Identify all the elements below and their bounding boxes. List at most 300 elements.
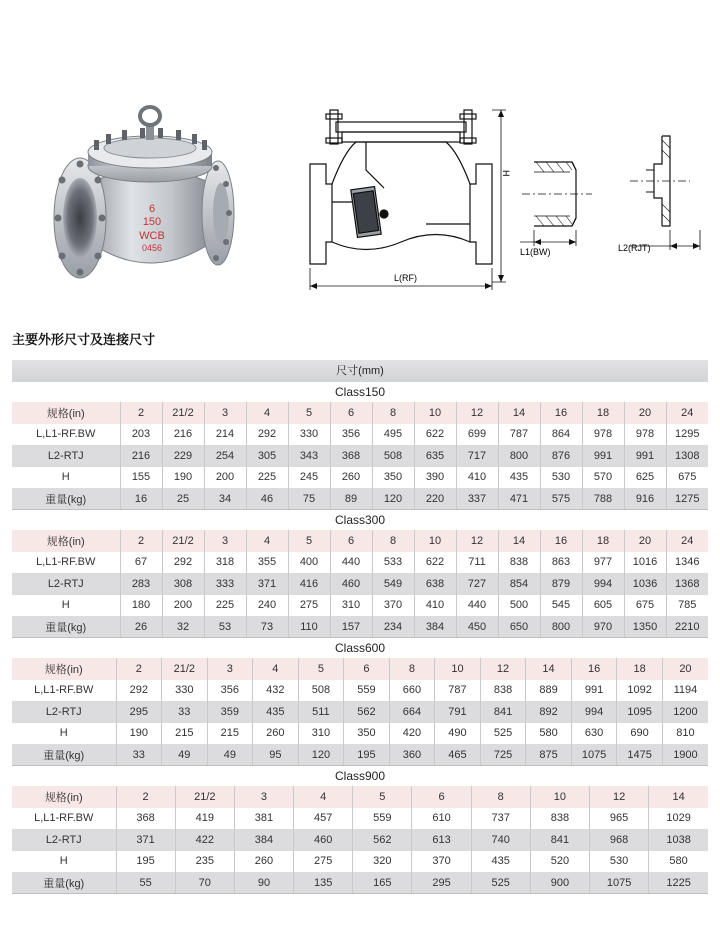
length-rtj-row	[12, 701, 708, 723]
table-cell: 1194	[662, 680, 708, 702]
table-cell: 1038	[649, 829, 708, 851]
table-cell: 5	[298, 658, 344, 680]
table-cell: 260	[234, 851, 293, 873]
table-cell: 994	[571, 701, 617, 723]
table-cell: 740	[471, 829, 530, 851]
table-cell: 1275	[666, 488, 708, 510]
table-cell: 320	[353, 851, 412, 873]
row-label: 重量(kg)	[12, 616, 120, 638]
table-cell: 370	[412, 851, 471, 873]
table-cell: 24	[666, 530, 708, 552]
table-cell: 292	[116, 680, 162, 702]
row-label: 规格(in)	[12, 658, 116, 680]
table-cell: 203	[120, 424, 162, 446]
table-cell: 165	[353, 872, 412, 894]
table-cell: 533	[372, 552, 414, 574]
table-cell: 33	[162, 701, 208, 723]
table-cell: 318	[204, 552, 246, 574]
table-cell: 350	[344, 723, 390, 745]
size-row	[12, 658, 708, 680]
table-cell: 260	[330, 467, 372, 489]
table-cell: 6	[344, 658, 390, 680]
table-cell: 8	[372, 402, 414, 424]
table-cell: 333	[204, 573, 246, 595]
table-cell: 14	[649, 786, 708, 808]
table-cell: 6	[330, 530, 372, 552]
table-cell: 6	[412, 786, 471, 808]
table-cell: 435	[253, 701, 299, 723]
table-cell: 416	[288, 573, 330, 595]
table-cell: 310	[298, 723, 344, 745]
table-cell: 785	[666, 595, 708, 617]
table-cell: 889	[526, 680, 572, 702]
table-cell: 8	[389, 658, 435, 680]
table-cell: 295	[116, 701, 162, 723]
table-cell: 3	[234, 786, 293, 808]
table-cell: 511	[298, 701, 344, 723]
valve-section-drawing	[296, 92, 516, 302]
dimension-h-label: H	[501, 170, 511, 177]
table-cell: 8	[372, 530, 414, 552]
weight-row	[12, 872, 708, 894]
table-cell: 110	[288, 616, 330, 638]
table-cell: 435	[471, 851, 530, 873]
table-cell: 675	[624, 595, 666, 617]
length-rf-bw-row	[12, 552, 708, 574]
table-cell: 21/2	[162, 658, 208, 680]
table-cell: 410	[414, 595, 456, 617]
table-cell: 355	[246, 552, 288, 574]
table-cell: 508	[372, 445, 414, 467]
table-cell: 368	[116, 808, 175, 830]
table-cell: 10	[435, 658, 481, 680]
height-row	[12, 595, 708, 617]
table-cell: 215	[162, 723, 208, 745]
table-cell: 275	[288, 595, 330, 617]
table-cell: 20	[624, 402, 666, 424]
table-cell: 787	[498, 424, 540, 446]
table-cell: 500	[498, 595, 540, 617]
table-cell: 384	[234, 829, 293, 851]
table-cell: 1075	[590, 872, 649, 894]
table-cell: 876	[540, 445, 582, 467]
table-cell: 4	[246, 530, 288, 552]
table-cell: 800	[498, 445, 540, 467]
table-cell: 18	[582, 530, 624, 552]
table-cell: 12	[590, 786, 649, 808]
table-cell: 420	[389, 723, 435, 745]
table-cell: 460	[294, 829, 353, 851]
table-cell: 229	[162, 445, 204, 467]
table-cell: 371	[246, 573, 288, 595]
table-cell: 90	[234, 872, 293, 894]
table-cell: 791	[435, 701, 481, 723]
height-row	[12, 467, 708, 489]
table-cell: 305	[246, 445, 288, 467]
table-cell: 435	[498, 467, 540, 489]
table-cell: 525	[471, 872, 530, 894]
table-cell: 1095	[617, 701, 663, 723]
table-cell: 875	[526, 744, 572, 766]
table-cell: 530	[540, 467, 582, 489]
table-cell: 215	[207, 723, 253, 745]
table-cell: 419	[175, 808, 234, 830]
table-cell: 635	[414, 445, 456, 467]
table-cell: 3	[207, 658, 253, 680]
row-label: 重量(kg)	[12, 872, 116, 894]
table-cell: 5	[288, 402, 330, 424]
ring-joint-end-drawing	[610, 126, 708, 262]
table-cell: 6	[330, 402, 372, 424]
table-cell: 570	[582, 467, 624, 489]
table-cell: 450	[456, 616, 498, 638]
table-cell: 12	[456, 530, 498, 552]
table-cell: 465	[435, 744, 481, 766]
table-cell: 14	[526, 658, 572, 680]
class600-table	[12, 658, 708, 766]
table-cell: 120	[298, 744, 344, 766]
table-cell: 460	[330, 573, 372, 595]
table-cell: 55	[116, 872, 175, 894]
table-cell: 991	[571, 680, 617, 702]
row-label: L,L1-RF.BW	[12, 424, 120, 446]
table-cell: 787	[435, 680, 481, 702]
table-cell: 978	[582, 424, 624, 446]
table-cell: 356	[330, 424, 372, 446]
table-cell: 73	[246, 616, 288, 638]
table-cell: 727	[456, 573, 498, 595]
table-cell: 235	[175, 851, 234, 873]
table-cell: 863	[540, 552, 582, 574]
class600-label: Class600	[334, 641, 386, 655]
row-label: L2-RTJ	[12, 573, 120, 595]
table-cell: 879	[540, 573, 582, 595]
table-cell: 190	[162, 467, 204, 489]
row-label: 规格(in)	[12, 402, 120, 424]
table-cell: 508	[298, 680, 344, 702]
table-cell: 12	[456, 402, 498, 424]
table-cell: 613	[412, 829, 471, 851]
row-label: 重量(kg)	[12, 744, 116, 766]
row-label: L2-RTJ	[12, 445, 120, 467]
table-cell: 650	[498, 616, 540, 638]
table-cell: 675	[666, 467, 708, 489]
table-cell: 1075	[571, 744, 617, 766]
table-cell: 12	[480, 658, 526, 680]
table-cell: 580	[649, 851, 708, 873]
table-cell: 225	[204, 595, 246, 617]
table-cell: 16	[540, 402, 582, 424]
table-cell: 991	[582, 445, 624, 467]
size-row	[12, 402, 708, 424]
class150-label: Class150	[334, 385, 386, 399]
table-header: 尺寸(mm)	[12, 360, 708, 382]
table-cell: 1092	[617, 680, 663, 702]
table-cell: 275	[294, 851, 353, 873]
table-cell: 49	[207, 744, 253, 766]
weight-row	[12, 744, 708, 766]
table-cell: 10	[530, 786, 589, 808]
table-cell: 432	[253, 680, 299, 702]
table-cell: 440	[330, 552, 372, 574]
table-cell: 4	[253, 658, 299, 680]
table-cell: 788	[582, 488, 624, 510]
table-cell: 1900	[662, 744, 708, 766]
table-cell: 370	[372, 595, 414, 617]
table-cell: 220	[414, 488, 456, 510]
table-cell: 422	[175, 829, 234, 851]
table-cell: 2	[120, 402, 162, 424]
row-label: L,L1-RF.BW	[12, 808, 116, 830]
dimension-l2-label: L2(RJT)	[618, 243, 651, 253]
table-cell: 838	[480, 680, 526, 702]
table-cell: 21/2	[175, 786, 234, 808]
table-cell: 225	[246, 467, 288, 489]
table-cell: 3	[204, 402, 246, 424]
table-cell: 368	[330, 445, 372, 467]
table-cell: 4	[246, 402, 288, 424]
table-cell: 2	[116, 658, 162, 680]
table-cell: 46	[246, 488, 288, 510]
table-cell: 4	[294, 786, 353, 808]
cast-mark-material: WCB	[139, 230, 165, 242]
table-cell: 18	[582, 402, 624, 424]
table-cell: 1308	[666, 445, 708, 467]
table-cell: 120	[372, 488, 414, 510]
row-label: L2-RTJ	[12, 829, 116, 851]
table-cell: 33	[116, 744, 162, 766]
product-illustration-area	[0, 0, 720, 320]
row-label: H	[12, 723, 116, 745]
table-cell: 360	[389, 744, 435, 766]
row-label: L2-RTJ	[12, 701, 116, 723]
class150-table	[12, 402, 708, 510]
table-cell: 660	[389, 680, 435, 702]
table-cell: 1200	[662, 701, 708, 723]
length-rtj-row	[12, 829, 708, 851]
table-cell: 630	[571, 723, 617, 745]
class900-label: Class900	[334, 769, 386, 783]
table-cell: 559	[344, 680, 390, 702]
table-cell: 245	[288, 467, 330, 489]
row-label: 重量(kg)	[12, 488, 120, 510]
table-cell: 2	[116, 786, 175, 808]
table-cell: 20	[624, 530, 666, 552]
table-cell: 254	[204, 445, 246, 467]
cast-mark-class: 150	[142, 216, 162, 228]
table-cell: 8	[471, 786, 530, 808]
table-cell: 34	[204, 488, 246, 510]
length-rf-bw-row	[12, 680, 708, 702]
table-cell: 16	[540, 530, 582, 552]
table-cell: 994	[582, 573, 624, 595]
row-label: 规格(in)	[12, 786, 116, 808]
table-cell: 14	[498, 530, 540, 552]
row-label: 规格(in)	[12, 530, 120, 552]
table-cell: 575	[540, 488, 582, 510]
table-cell: 18	[617, 658, 663, 680]
table-cell: 67	[120, 552, 162, 574]
table-cell: 135	[294, 872, 353, 894]
table-cell: 690	[617, 723, 663, 745]
table-cell: 978	[624, 424, 666, 446]
table-cell: 800	[540, 616, 582, 638]
table-cell: 20	[662, 658, 708, 680]
table-cell: 838	[530, 808, 589, 830]
table-cell: 562	[353, 829, 412, 851]
table-cell: 180	[120, 595, 162, 617]
table-cell: 195	[344, 744, 390, 766]
table-cell: 234	[372, 616, 414, 638]
table-cell: 330	[288, 424, 330, 446]
length-rtj-row	[12, 573, 708, 595]
table-cell: 838	[498, 552, 540, 574]
row-label: L,L1-RF.BW	[12, 680, 116, 702]
table-cell: 216	[162, 424, 204, 446]
table-cell: 16	[120, 488, 162, 510]
height-row	[12, 723, 708, 745]
table-cell: 310	[330, 595, 372, 617]
table-cell: 440	[456, 595, 498, 617]
table-cell: 625	[624, 467, 666, 489]
table-cell: 580	[526, 723, 572, 745]
table-cell: 562	[344, 701, 390, 723]
table-cell: 410	[456, 467, 498, 489]
table-cell: 1016	[624, 552, 666, 574]
table-cell: 457	[294, 808, 353, 830]
table-cell: 3	[204, 530, 246, 552]
table-cell: 356	[207, 680, 253, 702]
table-cell: 195	[116, 851, 175, 873]
table-cell: 70	[175, 872, 234, 894]
table-cell: 490	[435, 723, 481, 745]
table-cell: 968	[590, 829, 649, 851]
table-cell: 717	[456, 445, 498, 467]
table-cell: 24	[666, 402, 708, 424]
table-cell: 559	[353, 808, 412, 830]
table-cell: 5	[288, 530, 330, 552]
table-cell: 200	[162, 595, 204, 617]
table-cell: 545	[540, 595, 582, 617]
table-cell: 26	[120, 616, 162, 638]
table-cell: 260	[253, 723, 299, 745]
table-cell: 330	[162, 680, 208, 702]
table-cell: 32	[162, 616, 204, 638]
table-cell: 1036	[624, 573, 666, 595]
dimension-l1-label: L1(BW)	[520, 247, 551, 257]
row-label: H	[12, 595, 120, 617]
table-cell: 1346	[666, 552, 708, 574]
table-cell: 5	[353, 786, 412, 808]
table-cell: 1295	[666, 424, 708, 446]
table-cell: 2	[120, 530, 162, 552]
dimension-l-rf-label: L(RF)	[394, 273, 417, 283]
table-cell: 622	[414, 552, 456, 574]
table-cell: 711	[456, 552, 498, 574]
table-cell: 525	[480, 723, 526, 745]
table-cell: 530	[590, 851, 649, 873]
table-cell: 810	[662, 723, 708, 745]
table-cell: 916	[624, 488, 666, 510]
table-cell: 610	[412, 808, 471, 830]
table-cell: 157	[330, 616, 372, 638]
row-label: H	[12, 467, 120, 489]
table-cell: 21/2	[162, 530, 204, 552]
table-cell: 390	[414, 467, 456, 489]
table-cell: 605	[582, 595, 624, 617]
swing-check-valve-photo	[40, 88, 260, 308]
table-cell: 381	[234, 808, 293, 830]
table-cell: 841	[530, 829, 589, 851]
table-cell: 892	[526, 701, 572, 723]
table-cell: 725	[480, 744, 526, 766]
row-label: H	[12, 851, 116, 873]
table-cell: 343	[288, 445, 330, 467]
table-cell: 10	[414, 402, 456, 424]
table-cell: 292	[246, 424, 288, 446]
table-cell: 283	[120, 573, 162, 595]
table-cell: 841	[480, 701, 526, 723]
table-cell: 350	[372, 467, 414, 489]
weight-row	[12, 488, 708, 510]
weight-row	[12, 616, 708, 638]
table-cell: 520	[530, 851, 589, 873]
table-cell: 359	[207, 701, 253, 723]
table-cell: 53	[204, 616, 246, 638]
table-cell: 292	[162, 552, 204, 574]
table-cell: 400	[288, 552, 330, 574]
class300-label: Class300	[334, 513, 386, 527]
table-cell: 337	[456, 488, 498, 510]
table-cell: 1029	[649, 808, 708, 830]
table-cell: 214	[204, 424, 246, 446]
table-cell: 89	[330, 488, 372, 510]
table-cell: 1368	[666, 573, 708, 595]
table-cell: 371	[116, 829, 175, 851]
size-row	[12, 786, 708, 808]
table-cell: 970	[582, 616, 624, 638]
table-cell: 384	[414, 616, 456, 638]
cast-mark-size: 6	[148, 203, 156, 215]
table-cell: 295	[412, 872, 471, 894]
table-cell: 549	[372, 573, 414, 595]
table-cell: 216	[120, 445, 162, 467]
table-cell: 622	[414, 424, 456, 446]
length-rf-bw-row	[12, 424, 708, 446]
table-cell: 1475	[617, 744, 663, 766]
table-cell: 471	[498, 488, 540, 510]
table-cell: 21/2	[162, 402, 204, 424]
table-cell: 664	[389, 701, 435, 723]
class900-table	[12, 786, 708, 894]
table-cell: 864	[540, 424, 582, 446]
section-title: 主要外形尺寸及连接尺寸	[12, 333, 156, 348]
table-cell: 1350	[624, 616, 666, 638]
table-cell: 308	[162, 573, 204, 595]
class300-table	[12, 530, 708, 638]
table-cell: 155	[120, 467, 162, 489]
table-cell: 25	[162, 488, 204, 510]
length-rf-bw-row	[12, 808, 708, 830]
table-cell: 638	[414, 573, 456, 595]
size-row	[12, 530, 708, 552]
table-cell: 95	[253, 744, 299, 766]
table-cell: 10	[414, 530, 456, 552]
table-cell: 977	[582, 552, 624, 574]
table-cell: 495	[372, 424, 414, 446]
table-cell: 900	[530, 872, 589, 894]
cast-mark-heat-number: 0456	[141, 243, 163, 253]
